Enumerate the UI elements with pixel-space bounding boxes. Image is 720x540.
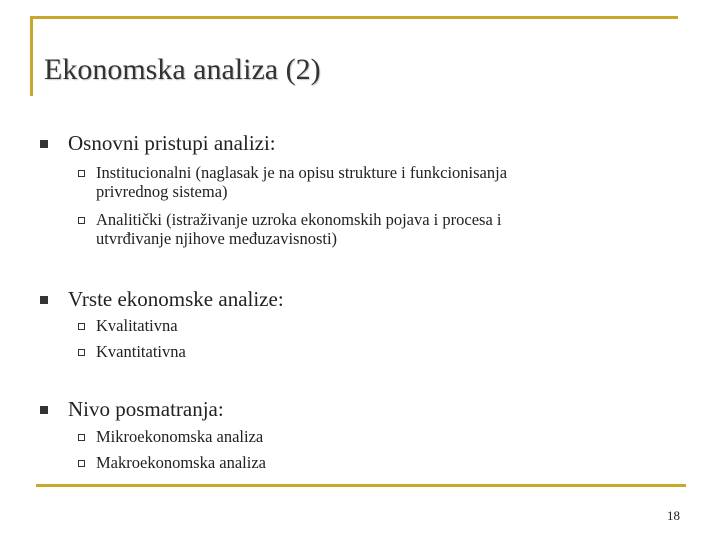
page-number: 18 [667, 508, 680, 523]
square-bullet-icon [40, 296, 48, 304]
section-heading: Osnovni pristupi analizi: [68, 131, 276, 155]
list-item-line: utvrđivanje njihove međuzavisnosti) [96, 229, 338, 248]
list-item-line: Kvantitativna [96, 342, 186, 361]
hollow-square-bullet-icon [78, 323, 85, 330]
top-rule [30, 16, 678, 19]
list-item-line: Institucionalni (naglasak je na opisu strukture i funkcionisanja [96, 163, 508, 182]
list-item-line: Kvalitativna [96, 316, 178, 335]
section-heading: Vrste ekonomske analize: [68, 287, 284, 311]
hollow-square-bullet-icon [78, 217, 85, 224]
list-item-line: Mikroekonomska analiza [96, 427, 264, 446]
hollow-square-bullet-icon [78, 434, 85, 441]
slide-title: Ekonomska analiza (2) [44, 53, 321, 86]
bottom-rule [36, 484, 686, 487]
section-heading: Nivo posmatranja: [68, 397, 224, 421]
square-bullet-icon [40, 140, 48, 148]
list-item-line: Analitički (istraživanje uzroka ekonomskih pojava i procesa i [96, 210, 502, 229]
hollow-square-bullet-icon [78, 460, 85, 467]
list-item-line: Makroekonomska analiza [96, 453, 266, 472]
list-item-line: privrednog sistema) [96, 182, 228, 201]
left-rule [30, 16, 33, 96]
hollow-square-bullet-icon [78, 170, 85, 177]
square-bullet-icon [40, 406, 48, 414]
hollow-square-bullet-icon [78, 349, 85, 356]
